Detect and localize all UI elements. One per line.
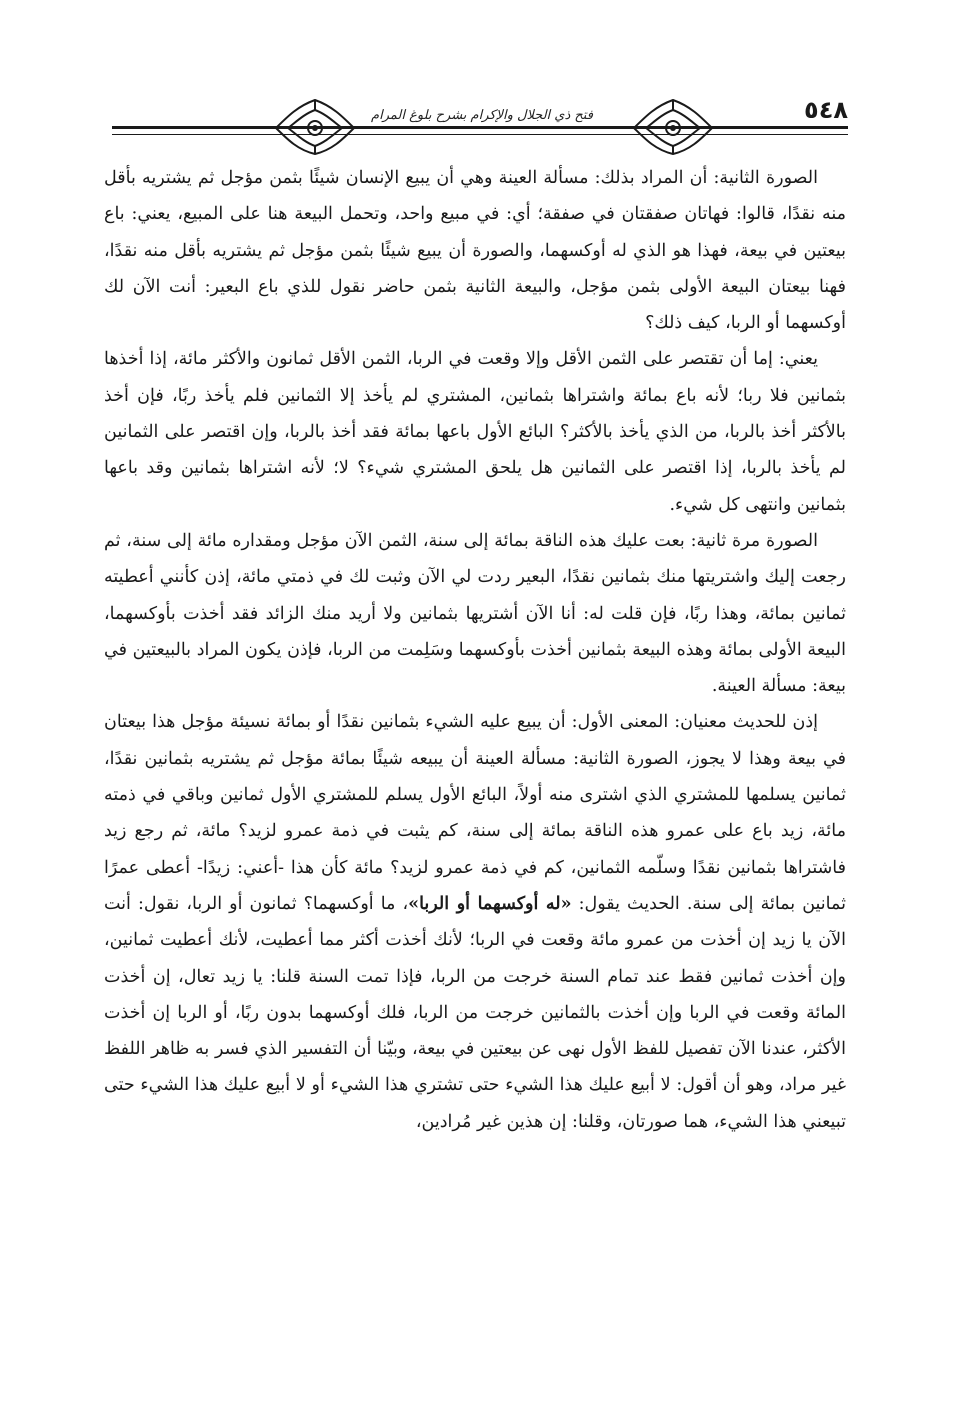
paragraph-text: ، ما أوكسهما؟ ثمانون أو الربا، نقول: أنت الآن يا زيد إن أخذت من عمرو مائة وقعت في الربا؛ لأنك أخذت أكثر مما أعطيت، لأنك أعطيت ثمانين، وإن أخذت ثمانين فقط عند تمام السنة خرجت من الربا، فإذا تمت السنة قلنا: يا زيد تعال، إن أخذت المائة وقعت في الربا وإن أخذت بالثمانين خرجت من الربا، فلك أوكسهما بدون ربًا، أو الربا إن أخذت الأكثر، عندنا الآن تفصيل للفظ الأول نهى عن بيعتين في بيعة، وبيّنا أن التفسير الذي فسر به ظاهر اللفظ غير مراد، وهو أن أقول: لا أبيع عليك هذا الشيء حتى تشتري هذا الشيء أو لا أبيع عليك هذا الشيء حتى تبيعني هذا الشيء، هما صورتان، وقلنا: إن هذين غير مُرادين،: [104, 893, 846, 1132]
book-title: فتح ذي الجلال والإكرام بشرح بلوغ المرام: [371, 108, 593, 123]
main-text: [104, 160, 846, 1140]
header-divider-thin: [112, 134, 848, 135]
hadith-quote: «له أوكسهما أو الربا»: [408, 893, 572, 914]
header-divider: [112, 126, 848, 129]
page-header: [112, 96, 848, 168]
page-number: ٥٤٨: [804, 96, 848, 124]
paragraph: الصورة الثانية: أن المراد بذلك: مسألة العينة وهي أن يبيع الإنسان شيئًا بثمن مؤجل ثم يشتريه بأقل منه نقدًا، قالوا: فهاتان صفقتان في صفقة؛ أي: في مبيع واحد، وتحمل البيعة هنا على المبيع، يعني: باع بيعتين في بيعة، فهذا هو الذي له أوكسهما، والصورة أن يبيع شيئًا بثمن مؤجل ثم يشتريه بأقل منه نقدًا، فهنا بيعتان البيعة الأولى بثمن مؤجل، والبيعة الثانية بثمن حاضر نقول للذي باع البعير: أنت الآن لك أوكسهما أو الربا، كيف ذلك؟: [104, 168, 846, 334]
paragraph: يعني: إما أن تقتصر على الثمن الأقل وإلا وقعت في الربا، الثمن الأقل ثمانون والأكثر مائة، إذا أخذها بثمانين فلا ربا؛ لأنه باع بمائة واشتراها بثمانين، المشتري لم يأخذ إلا الثمانين فلم يأخذ ربًا، فإن أخذ بالأكثر أخذ بالربا، من الذي يأخذ بالأكثر؟ البائع الأول باعها بمائة فقد أخذ بالربا، وإن اقتصر على الثمانين لم يأخذ بالربا، إذا اقتصر على الثمانين هل يلحق المشتري شيء؟ لا؛ لأنه اشتراها بثمانين وقد باعها بثمانين وانتهى كل شيء.: [104, 349, 846, 515]
paragraph: [104, 704, 846, 1140]
paragraph-text: إذن للحديث معنيان: المعنى الأول: أن يبيع عليه الشيء بثمانين نقدًا أو بمائة نسيئة مؤجل هذا بيعتان في بيعة وهذا لا يجوز، الصورة الثانية: مسألة العينة أن يبيعه شيئًا بمائة مؤجل ثم يشتريه بثمانين نقدًا، ثمانين يسلمها للمشتري الذي اشترى منه أولاً، البائع الأول يسلم للمشتري الأول ثمانين وباقي في ذمته مائة، زيد باع على عمرو هذه الناقة بمائة إلى سنة، كم يثبت في ذمة عمرو لزيد؟ مائة، ثم رجع زيد فاشتراها بثمانين نقدًا وسلّمه الثمانين، كم في ذمة عمرو لزيد؟ مائة كأن هذا -أعني: زيدًا- أعطى عمرًا ثمانين بمائة إلى سنة. الحديث يقول:: [104, 712, 846, 914]
paragraph: الصورة مرة ثانية: بعت عليك هذه الناقة بمائة إلى سنة، الثمن الآن مؤجل ومقداره مائة إلى سنة، ثم رجعت إليك واشتريتها منك بثمانين نقدًا، البعير ردت لي الآن وثبت لك في ذمتي مائة، إذن كأنني أعطيته ثمانين بمائة، وهذا ربًا، فإن قلت له: أنا الآن أشتريها بثمانين ولا أريد منك الزائد فقد أخذت بأوكسهما، البيعة الأولى بمائة وهذه البيعة بثمانين أخذت بأوكسهما وسَلِمت من الربا، فإذن يكون المراد بالبيعتين في بيعة: مسألة العينة.: [104, 530, 846, 697]
